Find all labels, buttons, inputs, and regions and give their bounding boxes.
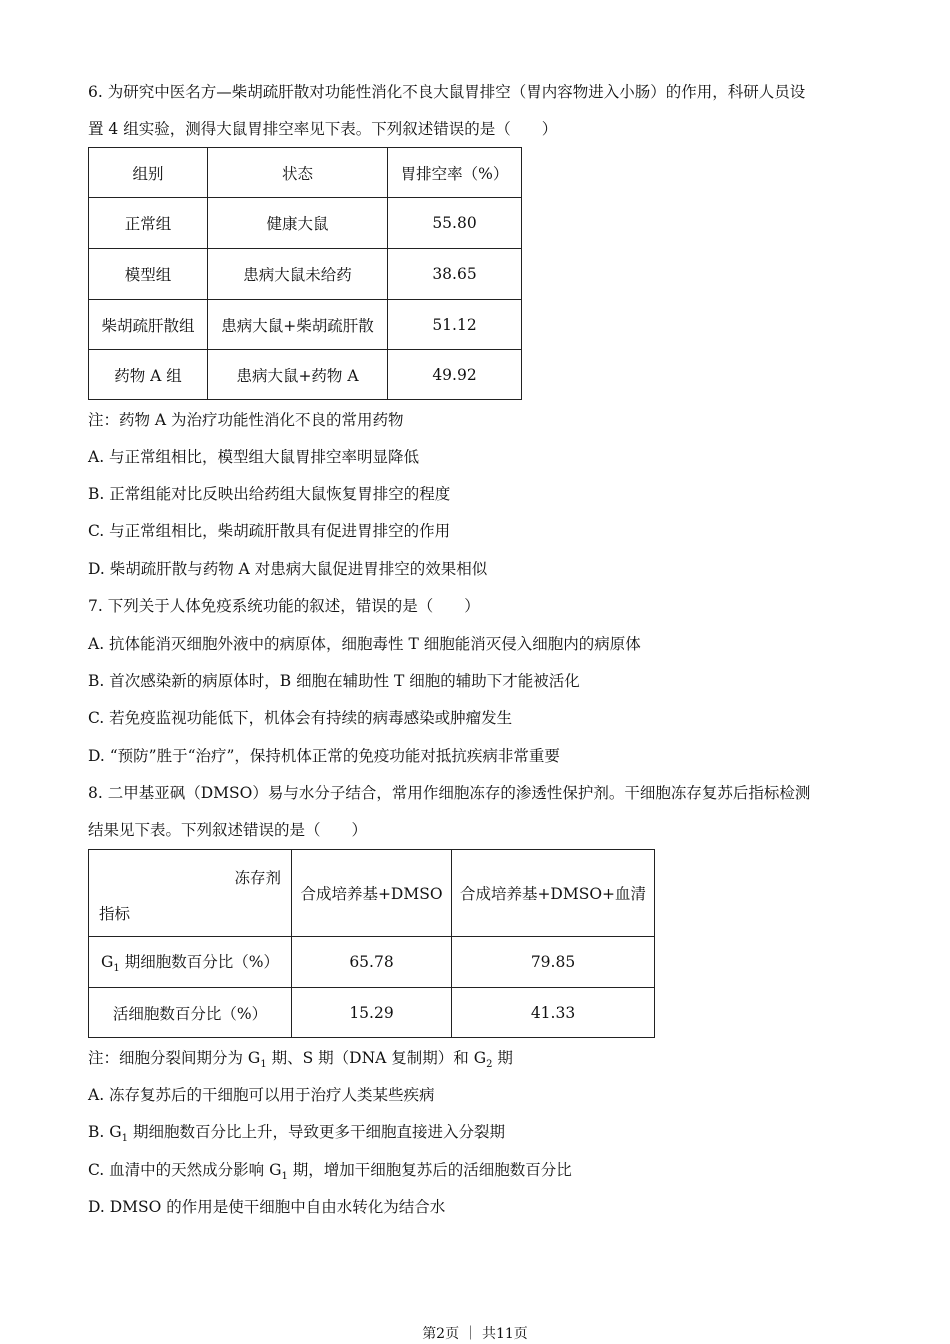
q8-cell: 65.78 bbox=[292, 937, 452, 988]
q6-cell: 患病大鼠未给药 bbox=[208, 249, 388, 300]
q6-note: 注：药物 A 为治疗功能性消化不良的常用药物 bbox=[88, 411, 404, 429]
q6-header-group: 组别 bbox=[89, 148, 208, 198]
q8-table-header bbox=[89, 850, 655, 937]
q6-cell: 49.92 bbox=[388, 350, 522, 400]
q7-option-b: B. 首次感染新的病原体时，B 细胞在辅助性 T 细胞的辅助下才能被活化 bbox=[88, 672, 580, 690]
q7-option-d: D. “预防”胜于“治疗”，保持机体正常的免疫功能对抵抗疾病非常重要 bbox=[88, 747, 560, 765]
page-footer: 第2页 ｜ 共11页 bbox=[422, 1326, 528, 1342]
q6-cell: 55.80 bbox=[388, 198, 522, 249]
q8-corner-cell bbox=[89, 850, 292, 937]
table-row bbox=[89, 988, 655, 1038]
q6-cell: 柴胡疏肝散组 bbox=[89, 300, 208, 350]
q6-stem-line2: 置 4 组实验，测得大鼠胃排空率见下表。下列叙述错误的是（ ） bbox=[88, 120, 558, 138]
q8-stem-line1: 8. 二甲基亚砜（DMSO）易与水分子结合，常用作细胞冻存的渗透性保护剂。干细胞冻存复苏后指标检测 bbox=[88, 784, 811, 802]
q6-header-rate: 胃排空率（%） bbox=[388, 148, 522, 198]
q7-stem: 7. 下列关于人体免疫系统功能的叙述，错误的是（ ） bbox=[88, 597, 480, 615]
q8-corner-bottom: 指标 bbox=[99, 905, 131, 923]
q8-row2-label: 活细胞数百分比（%） bbox=[89, 988, 292, 1038]
q6-table bbox=[88, 147, 522, 400]
q6-table-header bbox=[89, 148, 522, 198]
q7-option-c: C. 若免疫监视功能低下，机体会有持续的病毒感染或肿瘤发生 bbox=[88, 709, 513, 727]
q6-cell: 38.65 bbox=[388, 249, 522, 300]
q6-option-c: C. 与正常组相比，柴胡疏肝散具有促进胃排空的作用 bbox=[88, 522, 451, 540]
q8-header-col1: 合成培养基+DMSO bbox=[292, 850, 452, 937]
q8-note: 注：细胞分裂间期分为 $G_1$ 期、S 期（DNA 复制期）和 $G_2$ 期 bbox=[88, 1049, 513, 1071]
q6-option-a: A. 与正常组相比，模型组大鼠胃排空率明显降低 bbox=[88, 448, 420, 466]
q8-option-d: D. DMSO 的作用是使干细胞中自由水转化为结合水 bbox=[88, 1198, 446, 1216]
table-row bbox=[89, 937, 655, 988]
q8-stem-line2: 结果见下表。下列叙述错误的是（ ） bbox=[88, 821, 368, 839]
q8-cell: 41.33 bbox=[452, 988, 655, 1038]
q6-cell: 药物 A 组 bbox=[89, 350, 208, 400]
table-row bbox=[89, 249, 522, 300]
q8-row1-label: $G_1$ 期细胞数百分比（%） bbox=[89, 937, 292, 988]
q8-header-col2: 合成培养基+DMSO+血清 bbox=[452, 850, 655, 937]
q6-cell: 健康大鼠 bbox=[208, 198, 388, 249]
q6-cell: 51.12 bbox=[388, 300, 522, 350]
q8-corner-top: 冻存剂 bbox=[234, 869, 281, 887]
table-row bbox=[89, 350, 522, 400]
q8-cell: 15.29 bbox=[292, 988, 452, 1038]
q6-header-state: 状态 bbox=[208, 148, 388, 198]
q8-option-c: C. 血清中的天然成分影响 $G_1$ 期，增加干细胞复苏后的活细胞数百分比 bbox=[88, 1161, 572, 1183]
q7-option-a: A. 抗体能消灭细胞外液中的病原体，细胞毒性 T 细胞能消灭侵入细胞内的病原体 bbox=[88, 635, 641, 653]
q8-cell: 79.85 bbox=[452, 937, 655, 988]
q6-option-d: D. 柴胡疏肝散与药物 A 对患病大鼠促进胃排空的效果相似 bbox=[88, 560, 488, 578]
q8-table bbox=[88, 849, 655, 1038]
q8-option-b: B. $G_1$ 期细胞数百分比上升，导致更多干细胞直接进入分裂期 bbox=[88, 1123, 505, 1145]
table-row bbox=[89, 300, 522, 350]
q6-cell: 模型组 bbox=[89, 249, 208, 300]
q6-option-b: B. 正常组能对比反映出给药组大鼠恢复胃排空的程度 bbox=[88, 485, 451, 503]
q6-cell: 患病大鼠+柴胡疏肝散 bbox=[208, 300, 388, 350]
q6-stem-line1: 6. 为研究中医名方—柴胡疏肝散对功能性消化不良大鼠胃排空（胃内容物进入小肠）的作用，科研人员设 bbox=[88, 83, 806, 101]
q6-cell: 患病大鼠+药物 A bbox=[208, 350, 388, 400]
table-row bbox=[89, 198, 522, 249]
q8-option-a: A. 冻存复苏后的干细胞可以用于治疗人类某些疾病 bbox=[88, 1086, 435, 1104]
q6-cell: 正常组 bbox=[89, 198, 208, 249]
